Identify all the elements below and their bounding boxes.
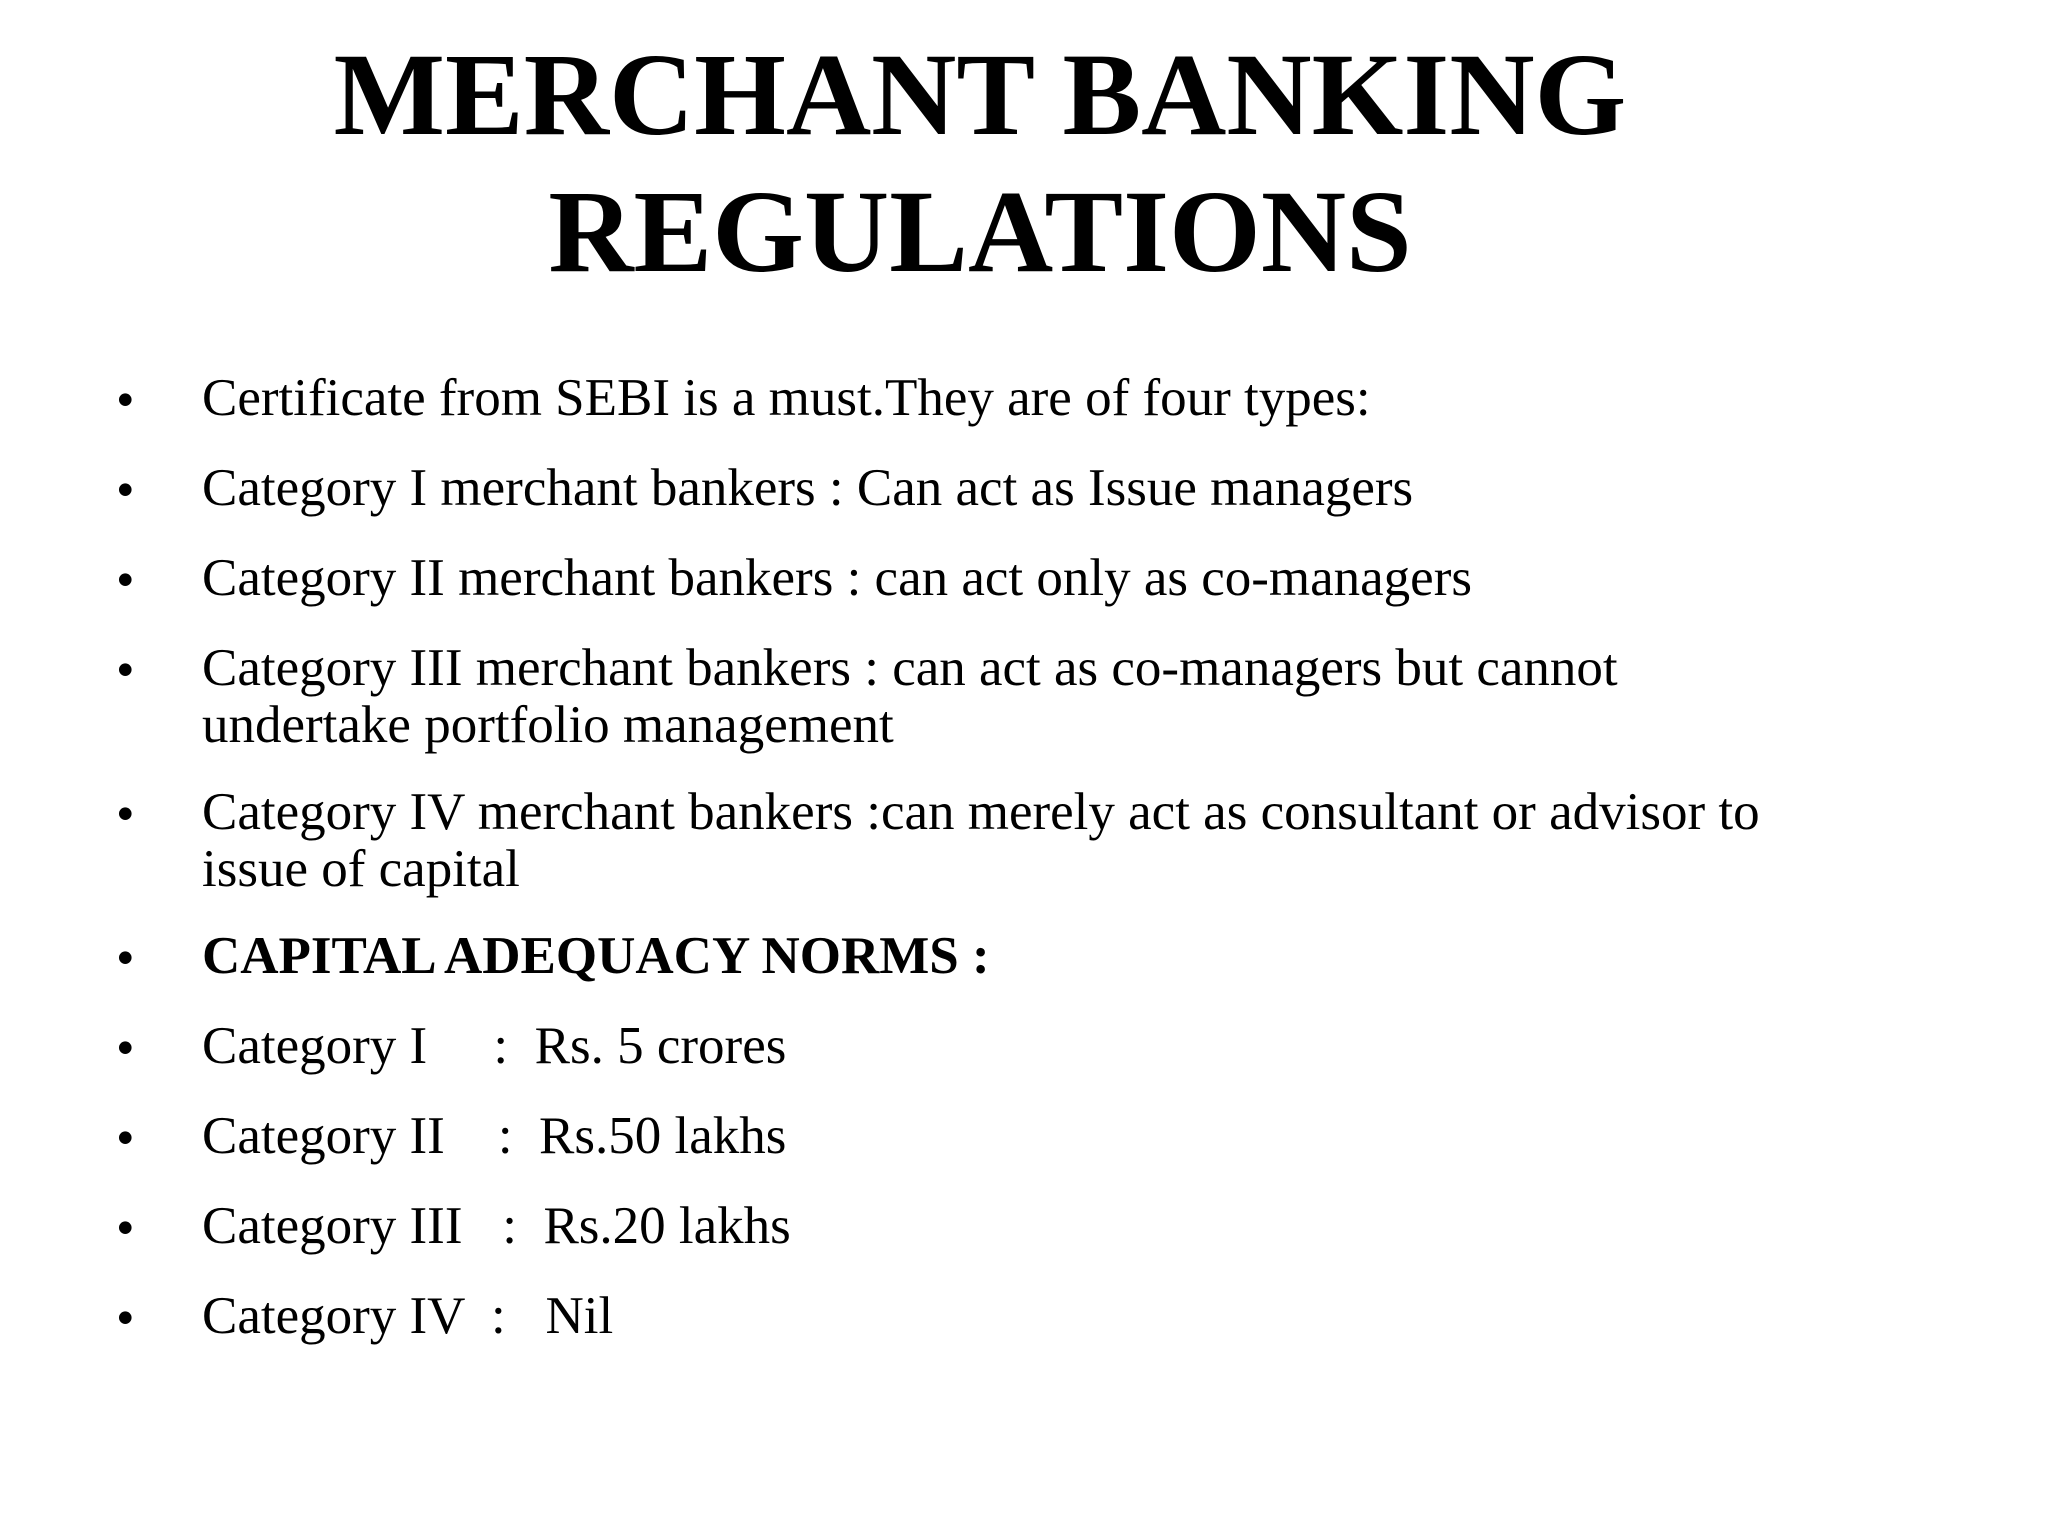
bullet-text-line: Category II merchant bankers : can act only as co-managers (202, 549, 1472, 607)
title-line-2: REGULATIONS (548, 166, 1412, 297)
bullet-dot: • (116, 641, 135, 699)
bullet-text-line: Category I merchant bankers : Can act as Issue managers (202, 459, 1414, 517)
bullet-text (202, 1288, 1922, 1345)
bullet-text (202, 784, 1922, 898)
bullet-text-line: Category III : Rs.20 lakhs (202, 1197, 791, 1255)
bullet-text-line: issue of capital (202, 840, 520, 898)
bullet-text-line: Category IV : Nil (202, 1287, 614, 1345)
bullet-dot: • (116, 1199, 135, 1257)
bullet-dot: • (116, 1289, 135, 1347)
bullet-dot: • (116, 371, 135, 429)
bullet-text (202, 550, 1922, 607)
bullet-text (202, 1198, 1922, 1255)
bullet-dot: • (116, 1109, 135, 1167)
bullet-dot: • (116, 551, 135, 609)
bullet-dot: • (116, 785, 135, 843)
bullet-text (202, 370, 1922, 427)
bullet-text-line: Category II : Rs.50 lakhs (202, 1107, 787, 1165)
bullet-text (202, 1018, 1922, 1075)
bullet-text (202, 640, 1922, 754)
bullet-text (202, 928, 1922, 985)
bullet-text-line: undertake portfolio management (202, 696, 894, 754)
bullet-text-line: CAPITAL ADEQUACY NORMS : (202, 927, 990, 985)
title-line-1: MERCHANT BANKING (333, 29, 1627, 160)
bullet-dot: • (116, 929, 135, 987)
bullet-text-line: Category III merchant bankers : can act as co-managers but cannot (202, 639, 1618, 697)
bullet-text-line: Category IV merchant bankers :can merely act as consultant or advisor to (202, 783, 1760, 841)
bullet-text-line: Category I : Rs. 5 crores (202, 1017, 787, 1075)
bullet-text (202, 460, 1922, 517)
bullet-dot: • (116, 1019, 135, 1077)
bullet-text (202, 1108, 1922, 1165)
bullet-dot: • (116, 461, 135, 519)
bullet-text-line: Certificate from SEBI is a must.They are of four types: (202, 369, 1371, 427)
